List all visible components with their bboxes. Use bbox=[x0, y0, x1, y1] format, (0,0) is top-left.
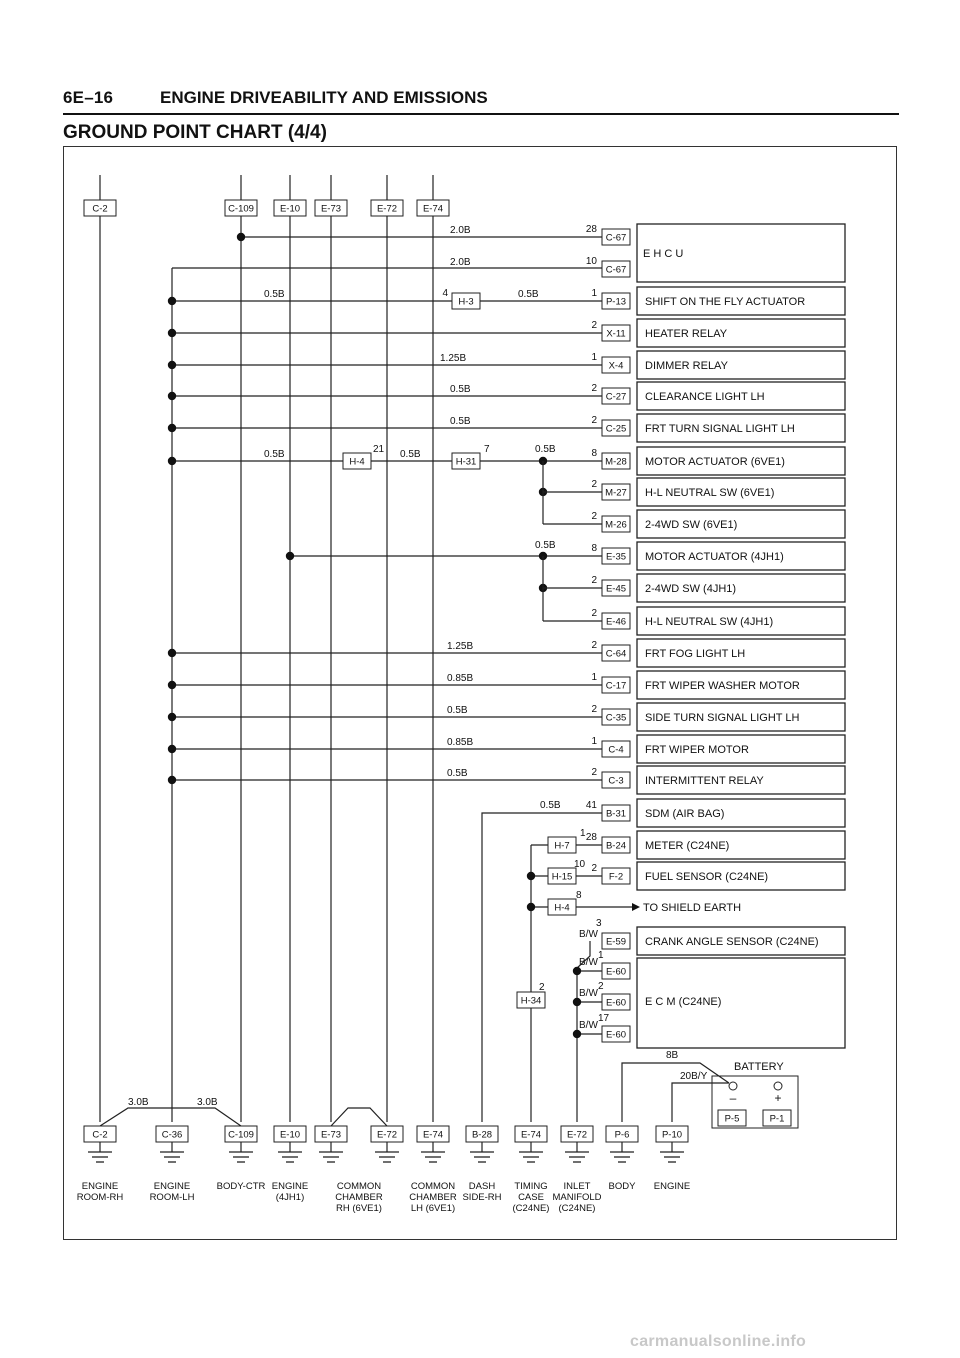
wire-common-chamber bbox=[331, 1108, 387, 1126]
pin-label: 10 bbox=[574, 859, 586, 870]
conn-E-59-label: E-59 bbox=[605, 936, 627, 948]
ground-connector-E-74-label: E-74 bbox=[520, 1129, 542, 1141]
pin-label: 8 bbox=[591, 448, 597, 459]
ground-label: DASH bbox=[468, 1181, 496, 1192]
conn-E-60-label: E-60 bbox=[605, 997, 627, 1009]
pin-label: 8 bbox=[591, 543, 597, 554]
top-connector-E-73-label: E-73 bbox=[320, 203, 342, 215]
conn-C-27-label: C-27 bbox=[605, 391, 627, 403]
battery-neg-terminal bbox=[729, 1082, 737, 1090]
pin-label: 2 bbox=[591, 320, 597, 331]
pin-label: 1 bbox=[591, 288, 597, 299]
wire-size-label: 0.5B bbox=[518, 289, 539, 300]
ground-label: ENGINE bbox=[271, 1181, 309, 1192]
wire-size-label: 2.0B bbox=[450, 225, 471, 236]
wire-size-label: 0.5B bbox=[535, 444, 556, 455]
wire-size-label: 0.5B bbox=[447, 768, 468, 779]
pin-label: 1 bbox=[591, 736, 597, 747]
pin-label: 3 bbox=[596, 918, 602, 929]
splice-dot bbox=[527, 903, 535, 911]
ground-label: COMMON bbox=[336, 1181, 382, 1192]
pin-label: 2 bbox=[591, 767, 597, 778]
wire-size-label: 0.85B bbox=[447, 673, 474, 684]
ground-label: ROOM-LH bbox=[149, 1192, 195, 1203]
ground-connector-P-10-label: P-10 bbox=[661, 1129, 683, 1141]
conn-F-2-label: F-2 bbox=[608, 871, 624, 883]
component-label: FRT WIPER MOTOR bbox=[645, 744, 749, 756]
conn-E-45-label: E-45 bbox=[605, 583, 627, 595]
pin-label: 4 bbox=[442, 288, 448, 299]
page-title: GROUND POINT CHART (4/4) bbox=[63, 122, 327, 143]
conn-H-15-label: H-15 bbox=[551, 871, 573, 883]
splice-dot bbox=[527, 872, 535, 880]
component-label: DIMMER RELAY bbox=[645, 360, 728, 372]
pin-label: 2 bbox=[591, 863, 597, 874]
component-label: SHIFT ON THE FLY ACTUATOR bbox=[645, 296, 806, 308]
ground-label: TIMING bbox=[514, 1181, 548, 1192]
ground-label: COMMON bbox=[410, 1181, 456, 1192]
splice-dot bbox=[168, 424, 176, 432]
component-label: FRT TURN SIGNAL LIGHT LH bbox=[645, 423, 795, 435]
component-label: H-L NEUTRAL SW (6VE1) bbox=[645, 487, 775, 499]
conn-E-35-label: E-35 bbox=[605, 551, 627, 563]
pin-label: 8 bbox=[576, 890, 582, 901]
component-label: FRT FOG LIGHT LH bbox=[645, 648, 746, 660]
conn-H-7-label: H-7 bbox=[554, 840, 570, 852]
conn-c67-a-label: C-67 bbox=[605, 232, 627, 244]
wire-size-label: 1.25B bbox=[447, 641, 474, 652]
ground-label: (C24NE) bbox=[558, 1203, 596, 1214]
battery-neg-sign: – bbox=[729, 1091, 737, 1105]
shield-earth-label: TO SHIELD EARTH bbox=[643, 902, 742, 914]
ground-label: CHAMBER bbox=[335, 1192, 383, 1203]
wire-size-label: 0.5B bbox=[450, 416, 471, 427]
wire-3b-left bbox=[100, 1108, 172, 1126]
conn-C-17-label: C-17 bbox=[605, 680, 627, 692]
conn-E-46-label: E-46 bbox=[605, 616, 627, 628]
battery-pos-terminal bbox=[774, 1082, 782, 1090]
pin-label: 2 bbox=[539, 982, 545, 993]
wire-size-label: 2.0B bbox=[450, 257, 471, 268]
pin-label: 1 bbox=[591, 352, 597, 363]
ground-label: (C24NE) bbox=[512, 1203, 550, 1214]
wire-size-label: 8B bbox=[666, 1050, 679, 1061]
splice-dot bbox=[168, 776, 176, 784]
splice-dot bbox=[168, 745, 176, 753]
conn-H-4a-label: H-4 bbox=[349, 456, 365, 468]
wire-size-label: 0.5B bbox=[450, 384, 471, 395]
splice-dot bbox=[168, 361, 176, 369]
component-label: FUEL SENSOR (C24NE) bbox=[645, 871, 769, 883]
pin-label: 2 bbox=[591, 608, 597, 619]
wire-size-label: 0.5B bbox=[447, 705, 468, 716]
conn-X-11-label: X-11 bbox=[606, 328, 626, 340]
ground-connector-P-6-label: P-6 bbox=[614, 1129, 630, 1141]
splice-dot bbox=[573, 1030, 581, 1038]
conn-C-4-label: C-4 bbox=[608, 744, 624, 756]
splice-dot bbox=[168, 297, 176, 305]
top-connector-E-10-label: E-10 bbox=[279, 203, 301, 215]
conn-M-28-label: M-28 bbox=[605, 456, 627, 468]
ground-connector-E-72-label: E-72 bbox=[566, 1129, 588, 1141]
conn-C-64-label: C-64 bbox=[605, 648, 627, 660]
wire-color-label: B/W bbox=[579, 1020, 598, 1031]
splice-dot bbox=[168, 329, 176, 337]
ground-connector-C-36-label: C-36 bbox=[161, 1129, 183, 1141]
ehcu-label: E H C U bbox=[643, 248, 684, 260]
ground-label: CASE bbox=[518, 1192, 544, 1203]
splice-dot bbox=[286, 552, 294, 560]
conn-E-60-label: E-60 bbox=[605, 1029, 627, 1041]
ground-connector-E-73-label: E-73 bbox=[320, 1129, 342, 1141]
component-label: CRANK ANGLE SENSOR (C24NE) bbox=[645, 936, 819, 948]
ground-label: INLET bbox=[563, 1181, 591, 1192]
pin-label: 1 bbox=[591, 672, 597, 683]
top-connector-E-74-label: E-74 bbox=[422, 203, 444, 215]
splice-dot bbox=[168, 457, 176, 465]
pin-label: 17 bbox=[598, 1013, 610, 1024]
splice-dot bbox=[168, 649, 176, 657]
wire-size-label: 0.85B bbox=[447, 737, 474, 748]
battery-label: BATTERY bbox=[734, 1061, 784, 1073]
splice-dot bbox=[168, 392, 176, 400]
splice-dot bbox=[237, 233, 245, 241]
pin-label: 21 bbox=[373, 444, 385, 455]
conn-M-27-label: M-27 bbox=[605, 487, 627, 499]
top-connector-C-2-label: C-2 bbox=[92, 203, 108, 215]
component-label: 2-4WD SW (6VE1) bbox=[645, 519, 738, 531]
pin-label: 28 bbox=[585, 224, 597, 235]
conn-P-13-label: P-13 bbox=[605, 296, 627, 308]
battery-pos-sign: + bbox=[774, 1091, 782, 1105]
section-title: ENGINE DRIVEABILITY AND EMISSIONS bbox=[160, 88, 488, 107]
watermark: carmanualsonline.info bbox=[630, 1333, 807, 1350]
ground-connector-C-2-label: C-2 bbox=[92, 1129, 108, 1141]
top-connector-E-72-label: E-72 bbox=[376, 203, 398, 215]
wire-color-label: B/W bbox=[579, 988, 598, 999]
ecm-label: E C M (C24NE) bbox=[645, 996, 722, 1008]
pin-label: 1 bbox=[580, 828, 586, 839]
component-label: SIDE TURN SIGNAL LIGHT LH bbox=[645, 712, 800, 724]
ground-connector-B-28-label: B-28 bbox=[471, 1129, 493, 1141]
conn-E-60-label: E-60 bbox=[605, 966, 627, 978]
component-label: SDM (AIR BAG) bbox=[645, 808, 725, 820]
pin-label: 41 bbox=[585, 800, 597, 811]
wire-size-label: 0.5B bbox=[264, 449, 285, 460]
conn-C-25-label: C-25 bbox=[605, 423, 627, 435]
component-label: METER (C24NE) bbox=[645, 840, 730, 852]
ground-label: BODY bbox=[608, 1181, 636, 1192]
wire-size-label: 0.5B bbox=[264, 289, 285, 300]
component-label: HEATER RELAY bbox=[645, 328, 728, 340]
conn-H-31-label: H-31 bbox=[455, 456, 477, 468]
ground-label: ENGINE bbox=[153, 1181, 191, 1192]
conn-C-35-label: C-35 bbox=[605, 712, 627, 724]
ground-connector-C-109-label: C-109 bbox=[228, 1129, 254, 1141]
component-label: CLEARANCE LIGHT LH bbox=[645, 391, 765, 403]
ground-label: BODY-CTR bbox=[216, 1181, 266, 1192]
ground-label: SIDE-RH bbox=[462, 1192, 502, 1203]
section-number: 6E–16 bbox=[63, 88, 114, 107]
conn-C-3-label: C-3 bbox=[608, 775, 624, 787]
ground-label: ENGINE bbox=[653, 1181, 691, 1192]
ground-label: ROOM-RH bbox=[76, 1192, 124, 1203]
splice-dot bbox=[168, 713, 176, 721]
splice-dot bbox=[573, 967, 581, 975]
conn-H-4b-label: H-4 bbox=[554, 902, 570, 914]
arrow-head bbox=[632, 903, 640, 911]
conn-B-24-label: B-24 bbox=[605, 840, 627, 852]
pin-label: 2 bbox=[591, 575, 597, 586]
component-label: MOTOR ACTUATOR (6VE1) bbox=[645, 456, 785, 468]
ground-label: CHAMBER bbox=[409, 1192, 457, 1203]
wire-size-label: 1.25B bbox=[440, 353, 467, 364]
ground-label: (4JH1) bbox=[275, 1192, 305, 1203]
conn-B-31-label: B-31 bbox=[605, 808, 627, 820]
conn-M-26-label: M-26 bbox=[605, 519, 627, 531]
pin-label: 2 bbox=[591, 383, 597, 394]
ground-label: RH (6VE1) bbox=[336, 1203, 382, 1214]
splice-dot bbox=[573, 998, 581, 1006]
pin-label: 1 bbox=[598, 950, 604, 961]
component-label: 2-4WD SW (4JH1) bbox=[645, 583, 737, 595]
conn-c67-b-label: C-67 bbox=[605, 264, 627, 276]
pin-label: 2 bbox=[591, 479, 597, 490]
component-label: INTERMITTENT RELAY bbox=[645, 775, 764, 787]
pin-label: 2 bbox=[591, 511, 597, 522]
ground-label: ENGINE bbox=[81, 1181, 119, 1192]
ground-label: LH (6VE1) bbox=[410, 1203, 456, 1214]
wire-3b-right bbox=[172, 1108, 241, 1126]
wire-color-label: 20B/Y bbox=[680, 1071, 708, 1082]
pin-label: 2 bbox=[598, 981, 604, 992]
wire-color-label: B/W bbox=[579, 929, 598, 940]
pin-label: 28 bbox=[585, 832, 597, 843]
wire-size-label: 0.5B bbox=[535, 540, 556, 551]
top-connector-C-109-label: C-109 bbox=[228, 203, 254, 215]
component-label: H-L NEUTRAL SW (4JH1) bbox=[645, 616, 774, 628]
pin-label: 2 bbox=[591, 415, 597, 426]
component-label: FRT WIPER WASHER MOTOR bbox=[645, 680, 800, 692]
pin-label: 2 bbox=[591, 704, 597, 715]
conn-P-5-label: P-5 bbox=[724, 1113, 740, 1125]
conn-H-3-label: H-3 bbox=[458, 296, 474, 308]
wire-color-label: B/W bbox=[579, 957, 598, 968]
wire-size-label: 3.0B bbox=[197, 1097, 218, 1108]
conn-H-34-label: H-34 bbox=[520, 995, 542, 1007]
splice-dot bbox=[168, 681, 176, 689]
ground-connector-E-74-label: E-74 bbox=[422, 1129, 444, 1141]
component-label: MOTOR ACTUATOR (4JH1) bbox=[645, 551, 784, 563]
pin-label: 10 bbox=[585, 256, 597, 267]
pin-label: 7 bbox=[484, 444, 490, 455]
ground-connector-E-10-label: E-10 bbox=[279, 1129, 301, 1141]
wire-size-label: 0.5B bbox=[540, 800, 561, 811]
ground-connector-E-72-label: E-72 bbox=[376, 1129, 398, 1141]
conn-X-4-label: X-4 bbox=[608, 360, 624, 372]
ground-label: MANIFOLD bbox=[552, 1192, 602, 1203]
conn-P-1-label: P-1 bbox=[769, 1113, 785, 1125]
wire-size-label: 3.0B bbox=[128, 1097, 149, 1108]
wire-size-label: 0.5B bbox=[400, 449, 421, 460]
pin-label: 2 bbox=[591, 640, 597, 651]
